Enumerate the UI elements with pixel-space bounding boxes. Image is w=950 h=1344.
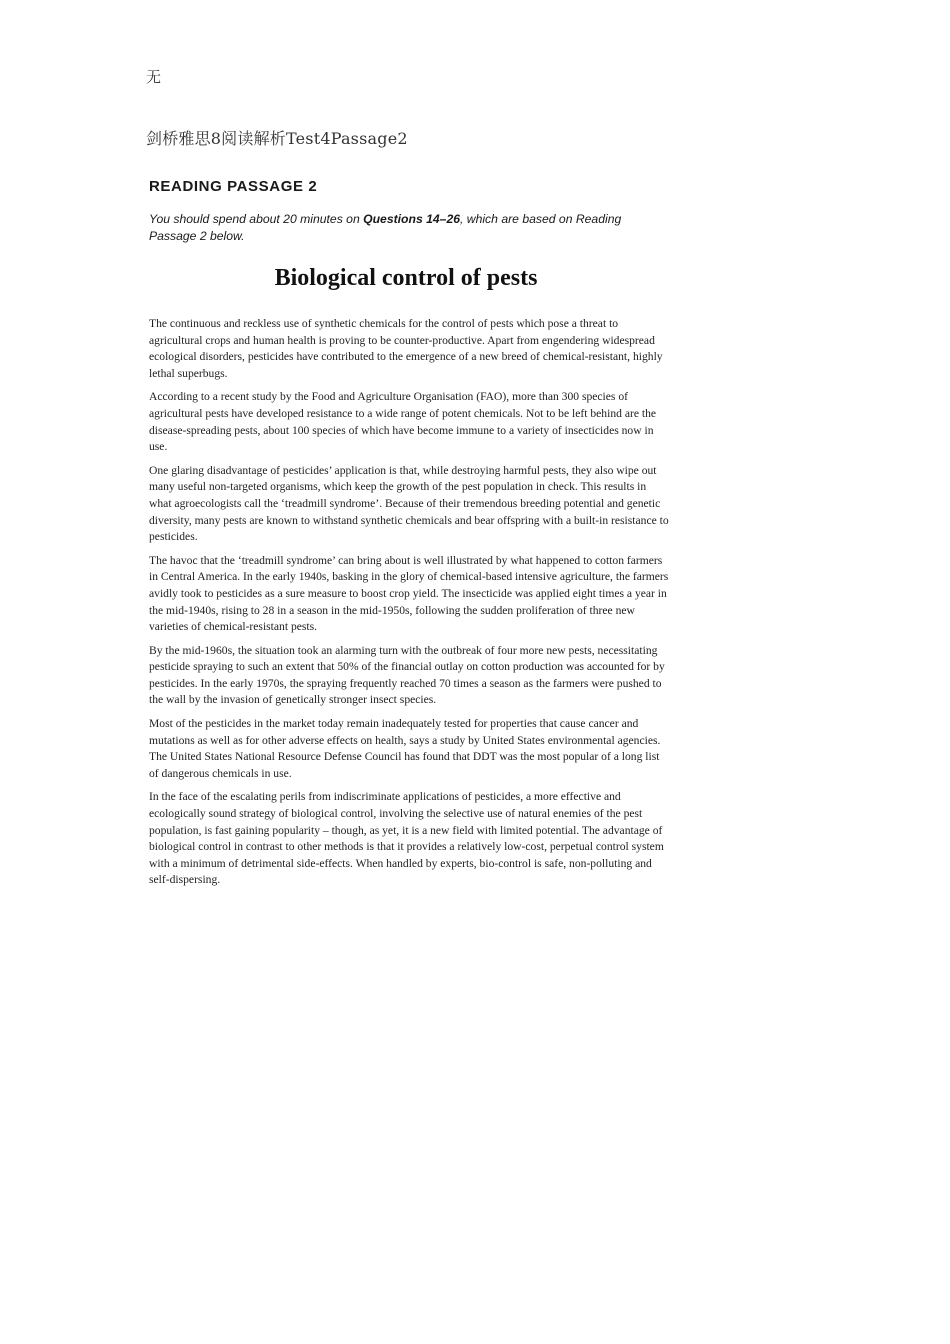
paragraph: According to a recent study by the Food and Agriculture Organisation (FAO), more than 300 species of agricultural pests have developed resistance to a wide range of potent chemicals. Not to be left behind are the disease-spreading pests, about 100 species of which have become immune to a variety of insecticides now in use. [149, 390, 657, 454]
paragraph: The continuous and reckless use of synthetic chemicals for the control of pests which pose a threat to agricultural crops and human health is proving to be counter-productive. Apart from engendering widespread ecological disorders, pesticides have contributed to the emergence of a new breed of chemical-resistant, highly lethal superbugs. [149, 317, 663, 380]
instruction-text-start: You should spend about 20 minutes on [149, 212, 364, 226]
instruction-questions-range: Questions 14–26 [363, 212, 460, 226]
passage-body [149, 316, 669, 889]
paragraph: In the face of the escalating perils from indiscriminate applications of pesticides, a more effective and ecologically sound strategy of biological control, involving the selective use of natural enemies of the pest population, is fast gaining popularity – though, as yet, it is a new field with limited potential. The advantage of biological control in contrast to other methods is that it provides a relatively low-cost, perpetual control system with a minimum of detrimental side-effects. When handled by experts, bio-control is safe, non-polluting and self-dispersing. [149, 790, 664, 887]
passage-instruction [149, 211, 669, 245]
scanned-passage-page [146, 172, 676, 896]
paragraph: The havoc that the ‘treadmill syndrome’ can bring about is well illustrated by what happened to cotton farmers in Central America. In the early 1940s, basking in the glory of chemical-based intensive agriculture, the farmers avidly took to pesticides as a sure measure to boost crop yield. The insecticide was applied eight times a year in the mid-1940s, rising to 28 in a season in the mid-1950s, following the sudden proliferation of three new varieties of chemical-resistant pests. [149, 553, 669, 634]
paragraph: One glaring disadvantage of pesticides’ application is that, while destroying harmful pests, they also wipe out many useful non-targeted organisms, which keep the growth of the pest population in check. This results in what agroecologists call the ‘treadmill syndrome’. Because of their tremendous breeding potential and genetic diversity, many pests are known to withstand synthetic chemicals and bear offspring with a built-in resistance to pesticides. [149, 463, 669, 544]
passage-label: READING PASSAGE 2 [149, 178, 318, 195]
paragraph: By the mid-1960s, the situation took an alarming turn with the outbreak of four more new pests, necessitating pesticide spraying to such an extent that 50% of the financial outlay on cotton production was accounted for by pesticides. In the early 1970s, the spraying frequently reached 70 times a season as the farmers were pushed to the wall by the invasion of genetically stronger insect species. [149, 643, 665, 707]
top-note: 无 [146, 68, 162, 86]
instruction-text-end: , which are based on Reading Passage 2 below. [149, 212, 622, 243]
passage-title: Biological control of pests [274, 265, 538, 291]
document-heading: 剑桥雅思8阅读解析Test4Passage2 [146, 129, 408, 148]
paragraph: Most of the pesticides in the market today remain inadequately tested for properties that cause cancer and mutations as well as for other adverse effects on health, says a study by United States environmental agencies. The United States National Resource Defense Council has found that DDT was the most popular of a long list of dangerous chemicals in use. [149, 717, 661, 780]
